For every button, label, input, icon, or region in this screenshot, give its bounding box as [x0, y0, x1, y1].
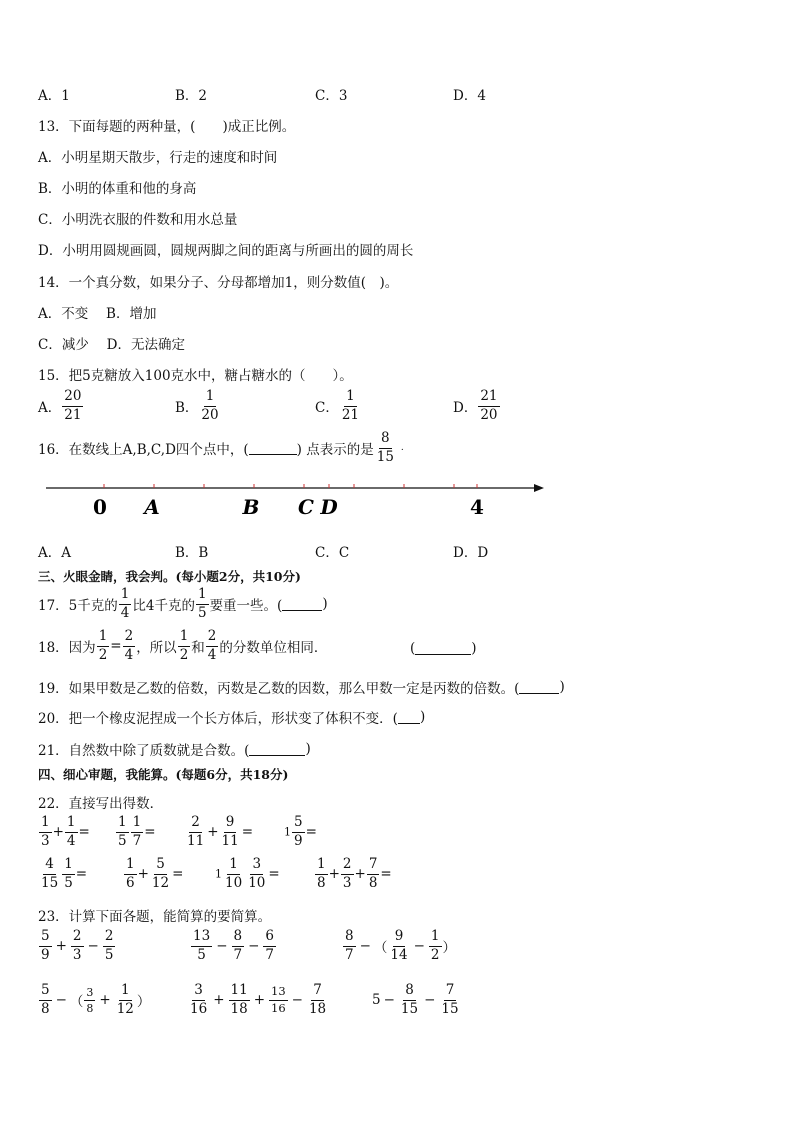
q22-expr-8: $\frac{1}{8}$ + $\frac{2}{3}$ + $\frac{7}{8}$ = [317, 856, 392, 891]
q22-expr-1: $\frac{1}{3}$ + $\frac{1}{4}$ = [41, 814, 90, 849]
q19-answer-blank[interactable] [519, 681, 559, 694]
q14-options-row1: A．不变 B．增加 [38, 306, 157, 322]
q20-answer-blank[interactable] [398, 711, 420, 724]
number-line-point-b: B [242, 495, 260, 519]
q21: 21．自然数中除了质数就是合数。( ) [38, 741, 311, 759]
section3-title: 三、火眼金睛，我会判。(每小题2分，共10分) [38, 569, 301, 584]
q23-expr-4: $\frac{5}{8}$ − （ $\frac{3}{8}$ + $\frac{1}{12}$ ） [41, 982, 151, 1017]
q16-stem: 16．在数线上A,B,C,D四个点中，( ) 点表示的是 $\frac{8}{15}$ . [38, 430, 404, 465]
q22-stem: 22．直接写出得数． [38, 796, 164, 812]
q21-answer-blank[interactable] [249, 743, 305, 756]
q15-option-b: B． $\frac{1}{20}$ [175, 388, 219, 423]
q17-answer-blank[interactable] [282, 598, 322, 611]
q23-expr-6: 5 − $\frac{8}{15}$ − $\frac{7}{15}$ [372, 982, 459, 1017]
number-line-point-c: C [298, 495, 314, 519]
q16-option-b: B．B [175, 545, 209, 561]
q23-expr-2: $\frac{13}{5}$ − $\frac{8}{7}$ − $\frac{6}{7}$ [193, 928, 274, 963]
q12-option-a: A．1 [38, 88, 70, 104]
q18-answer: ( ) [410, 640, 477, 657]
q16-option-a: A．A [38, 545, 71, 561]
q15-option-a: A． $\frac{20}{21}$ [38, 388, 82, 423]
q22-expr-6: $\frac{1}{6}$ + $\frac{5}{12}$ = [126, 856, 184, 891]
q15-option-c: C． $\frac{1}{21}$ [315, 388, 360, 423]
q13-option-a: A．小明星期天散步，行走的速度和时间 [38, 150, 278, 166]
section4-title: 四、细心审题，我能算。(每题6分，共18分) [38, 767, 289, 782]
q22-expr-7: 1 $\frac{1}{10}$ $\frac{3}{10}$ = [215, 856, 280, 891]
q23-expr-5: $\frac{3}{16}$ + $\frac{11}{18}$ + $\frac{13}{16}$ − $\frac{7}{18}$ [190, 982, 327, 1017]
number-line-label-four: 4 [470, 495, 484, 519]
q13-option-d: D．小明用圆规画圆，圆规两脚之间的距离与所画出的圆的周长 [38, 243, 414, 259]
q22-expr-3: $\frac{2}{11}$ + $\frac{9}{11}$ = [187, 814, 253, 849]
q12-option-b: B．2 [175, 88, 208, 104]
q12-option-d: D．4 [453, 88, 486, 104]
q14-options-row2: C．减少 D．无法确定 [38, 337, 185, 353]
number-line [40, 476, 550, 522]
q13-option-b: B．小明的体重和他的身高 [38, 181, 197, 197]
q23-expr-3: $\frac{8}{7}$ − （ $\frac{9}{14}$ − $\frac{1}{2}$ ） [345, 928, 456, 963]
q18-answer-blank[interactable] [415, 642, 471, 655]
q17: 17．5千克的 $\frac{1}{4}$ 比4千克的 $\frac{1}{5}$ 要重一些。( ) [38, 586, 328, 621]
q22-expr-4: 1 $\frac{5}{9}$ = [284, 814, 317, 849]
q15-option-d: D． $\frac{21}{20}$ [453, 388, 498, 423]
q13-stem: 13．下面每题的两种量，( )成正比例。 [38, 119, 296, 135]
q13-option-c: C．小明洗衣服的件数和用水总量 [38, 212, 238, 228]
q16-answer-blank[interactable] [249, 442, 297, 455]
q23-stem: 23．计算下面各题，能简算的要简算。 [38, 909, 272, 925]
q22-expr-5: $\frac{4}{15}$ $\frac{1}{5}$ = [41, 856, 88, 891]
q14-stem: 14．一个真分数，如果分子、分母都增加1，则分数值( )。 [38, 275, 399, 291]
q12-option-c: C．3 [315, 88, 348, 104]
number-line-point-a: A [144, 495, 160, 519]
q23-expr-1: $\frac{5}{9}$ + $\frac{2}{3}$ − $\frac{2}{5}$ [41, 928, 114, 963]
number-line-arrow-icon [534, 484, 544, 492]
number-line-point-d: D [320, 495, 338, 519]
q22-expr-2: $\frac{1}{5}$ $\frac{1}{7}$ = [118, 814, 156, 849]
q16-option-d: D．D [453, 545, 489, 561]
number-line-label-zero: 0 [93, 495, 107, 519]
q15-stem: 15．把5克糖放入100克水中，糖占糖水的（ ）。 [38, 368, 353, 384]
q18: 18．因为 $\frac{1}{2}$ = $\frac{2}{4}$ ，所以 $\frac{1}{2}$ 和 $\frac{2}{4}$ 的分数单位相同． [38, 628, 328, 663]
q19: 19．如果甲数是乙数的倍数，丙数是乙数的因数，那么甲数一定是丙数的倍数。( ) [38, 679, 565, 697]
q16-option-c: C．C [315, 545, 350, 561]
q20: 20．把一个橡皮泥捏成一个长方体后，形状变了体积不变．( ) [38, 709, 426, 727]
